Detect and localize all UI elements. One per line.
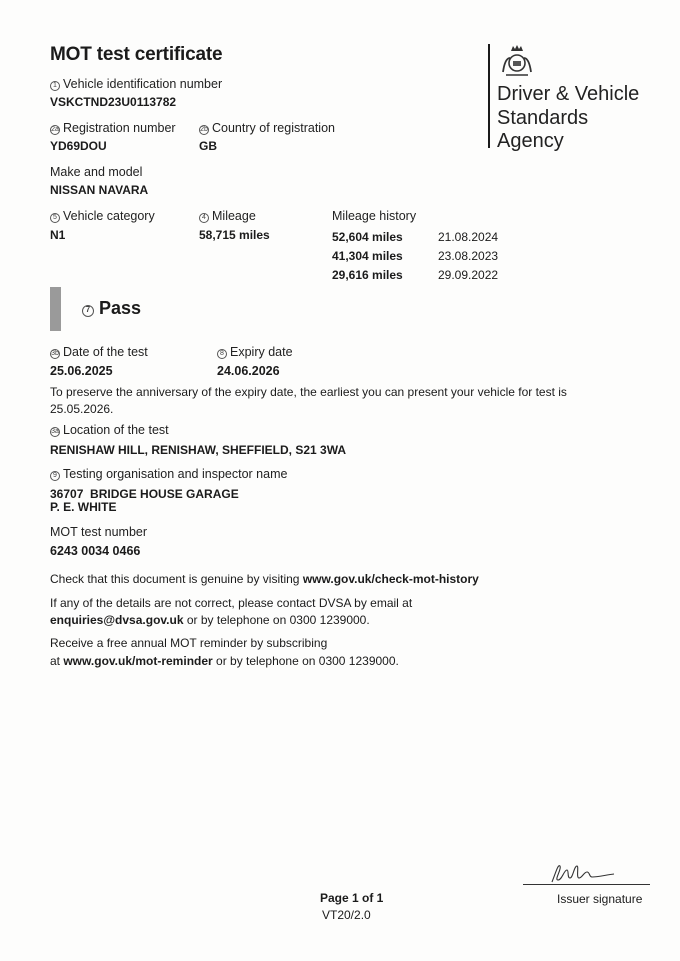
field-number: 2b <box>200 126 208 133</box>
field-number: 1 <box>50 81 60 91</box>
contact-text: If any of the details are not correct, please contact DVSA by email at <box>50 596 413 610</box>
logo-divider <box>488 44 490 148</box>
check-mot-history-link[interactable]: www.gov.uk/check-mot-history <box>302 572 479 586</box>
mileage-label: 4 Mileage <box>199 209 256 223</box>
field-number: 9 <box>50 471 60 481</box>
test-date-label: 3b Date of the test <box>51 345 148 359</box>
test-number-label: MOT test number <box>50 525 148 539</box>
location-value: RENISHAW HILL, RENISHAW, SHEFFIELD, S21 3WA <box>50 443 347 457</box>
signature-line <box>523 884 650 885</box>
mileage-history-row: 41,304 miles 23.08.2023 <box>332 249 499 263</box>
mileage-history-row: 52,604 miles 21.08.2024 <box>332 230 499 244</box>
registration-label: 2a Registration number <box>51 121 176 135</box>
page-number: Page 1 of 1 <box>320 891 384 905</box>
field-number: 5 <box>50 213 60 223</box>
contact-email-text: enquiries@dvsa.gov.uk or by telephone on 0300 1239000. <box>50 613 370 627</box>
page-title: MOT test certificate <box>50 44 223 65</box>
result-bar <box>50 287 61 331</box>
form-code: VT20/2.0 <box>322 908 371 922</box>
testing-org-value: 36707 BRIDGE HOUSE GARAGE <box>50 487 239 501</box>
reminder-text: Receive a free annual MOT reminder by subscribing <box>50 636 328 650</box>
field-number: 2a <box>51 126 59 133</box>
preserve-text: To preserve the anniversary of the expiry date, the earliest you can present your vehicle for test is <box>50 385 567 399</box>
registration-value: YD69DOU <box>50 139 107 153</box>
mot-reminder-link[interactable]: www.gov.uk/mot-reminder <box>63 654 213 668</box>
category-label: 5 Vehicle category <box>50 209 155 223</box>
test-number-value: 6243 0034 0466 <box>50 544 141 558</box>
country-label: 2b Country of registration <box>200 121 335 135</box>
signature-label: Issuer signature <box>557 892 643 906</box>
mileage-value: 58,715 miles <box>199 228 270 242</box>
field-number: 3a <box>51 428 59 435</box>
vin-value: VSKCTND23U0113782 <box>50 95 177 109</box>
field-number: 7 <box>82 305 94 317</box>
country-value: GB <box>199 139 217 153</box>
vin-label: 1 Vehicle identification number <box>50 77 222 91</box>
expiry-date-label: 8 Expiry date <box>217 345 293 359</box>
genuine-check-text: Check that this document is genuine by visiting www.gov.uk/check-mot-history <box>50 572 479 586</box>
field-number: 8 <box>217 349 227 359</box>
email-link[interactable]: enquiries@dvsa.gov.uk <box>50 613 184 627</box>
mileage-history-label: Mileage history <box>332 209 417 223</box>
agency-name: Driver & Vehicle Standards Agency <box>497 83 640 152</box>
category-value: N1 <box>50 228 66 242</box>
mileage-history-row: 29,616 miles 29.09.2022 <box>332 268 499 282</box>
preserve-date-text: 25.05.2026. <box>50 402 114 416</box>
result-status: 7 Pass <box>82 298 141 319</box>
reminder-link-text: at www.gov.uk/mot-reminder or by telephone on 0300 1239000. <box>50 654 399 668</box>
location-label: 3a Location of the test <box>51 423 169 437</box>
make-model-value: NISSAN NAVARA <box>50 183 149 197</box>
testing-org-label: 9 Testing organisation and inspector name <box>50 467 287 481</box>
royal-crest-icon <box>497 42 537 82</box>
field-number: 4 <box>199 213 209 223</box>
inspector-name: P. E. WHITE <box>50 500 117 514</box>
make-model-label: Make and model <box>50 165 143 179</box>
expiry-date-value: 24.06.2026 <box>217 364 280 378</box>
mileage-history-list <box>332 228 498 285</box>
test-date-value: 25.06.2025 <box>50 364 113 378</box>
field-number: 3b <box>51 350 59 357</box>
